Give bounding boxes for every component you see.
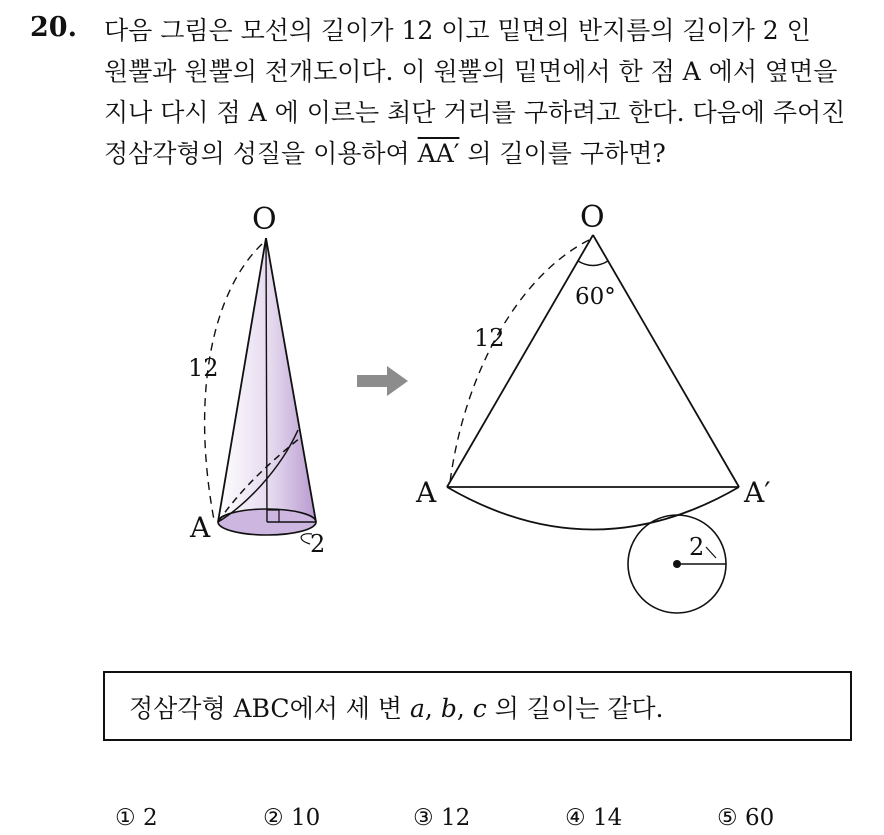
choice-5[interactable] bbox=[717, 805, 774, 831]
transform-arrow bbox=[357, 366, 408, 396]
choice-1-mark: ① bbox=[115, 805, 136, 831]
choice-1[interactable] bbox=[115, 805, 158, 831]
choice-5-value: 60 bbox=[744, 805, 775, 831]
condition-suffix: 의 길이는 같다. bbox=[486, 694, 664, 723]
question-line-1: 다음 그림은 모선의 길이가 12 이고 밑면의 반지름의 길이가 2 인 bbox=[104, 16, 811, 45]
choice-5-mark: ⑤ bbox=[717, 805, 738, 831]
segment-aa-prime: AA′ bbox=[417, 139, 460, 168]
net-right-side bbox=[593, 235, 739, 487]
choice-1-value: 2 bbox=[142, 805, 158, 831]
cone-apex-label: O bbox=[252, 202, 277, 237]
condition-var-c: c bbox=[472, 694, 487, 723]
choice-2-mark: ② bbox=[263, 805, 284, 831]
condition-text bbox=[129, 689, 663, 725]
net-radius-label: 2 bbox=[689, 533, 705, 561]
question-line-3: 지나 다시 점 A 에 이르는 최단 거리를 구하려고 한다. 다음에 주어진 bbox=[104, 98, 846, 127]
choice-3-value: 12 bbox=[440, 805, 471, 831]
condition-var-b: b bbox=[440, 694, 457, 723]
net-angle-label: 60° bbox=[575, 284, 616, 310]
question-line-4-before: 정삼각형의 성질을 이용하여 bbox=[104, 139, 418, 168]
net-slant-label: 12 bbox=[474, 324, 505, 352]
choice-4-value: 14 bbox=[592, 805, 623, 831]
choice-3-mark: ③ bbox=[413, 805, 434, 831]
condition-box bbox=[103, 671, 852, 741]
condition-sep-2: , bbox=[456, 694, 473, 723]
net-angle-mark bbox=[578, 261, 608, 266]
choice-3[interactable] bbox=[413, 805, 470, 831]
cone-drawing bbox=[188, 202, 325, 558]
choice-2-value: 10 bbox=[290, 805, 321, 831]
cone-radius-label: 2 bbox=[310, 530, 326, 558]
net-radius-pointer bbox=[706, 547, 716, 558]
choice-2[interactable] bbox=[263, 805, 320, 831]
net-apex-label: O bbox=[580, 200, 605, 235]
net-left-side bbox=[447, 235, 593, 487]
condition-sep-1: , bbox=[424, 694, 441, 723]
cone-slant-label: 12 bbox=[188, 354, 219, 382]
net-point-a-label: A bbox=[416, 476, 437, 509]
condition-var-a: a bbox=[410, 694, 425, 723]
question-line-2: 원뿔과 원뿔의 전개도이다. 이 원뿔의 밑면에서 한 점 A 에서 옆면을 bbox=[104, 57, 838, 86]
cone-base-point-label: A bbox=[190, 511, 211, 544]
net-sector-arc bbox=[447, 487, 739, 530]
choice-4-mark: ④ bbox=[565, 805, 586, 831]
question-number: 20. bbox=[30, 12, 77, 43]
condition-prefix: 정삼각형 ABC에서 세 변 bbox=[129, 694, 411, 723]
net-point-a-prime-label: A′ bbox=[744, 476, 771, 509]
question-line-4-after: 의 길이를 구하면? bbox=[459, 139, 666, 168]
choice-4[interactable] bbox=[565, 805, 622, 831]
cone-net-drawing bbox=[415, 200, 771, 613]
arrow-icon bbox=[357, 366, 408, 396]
